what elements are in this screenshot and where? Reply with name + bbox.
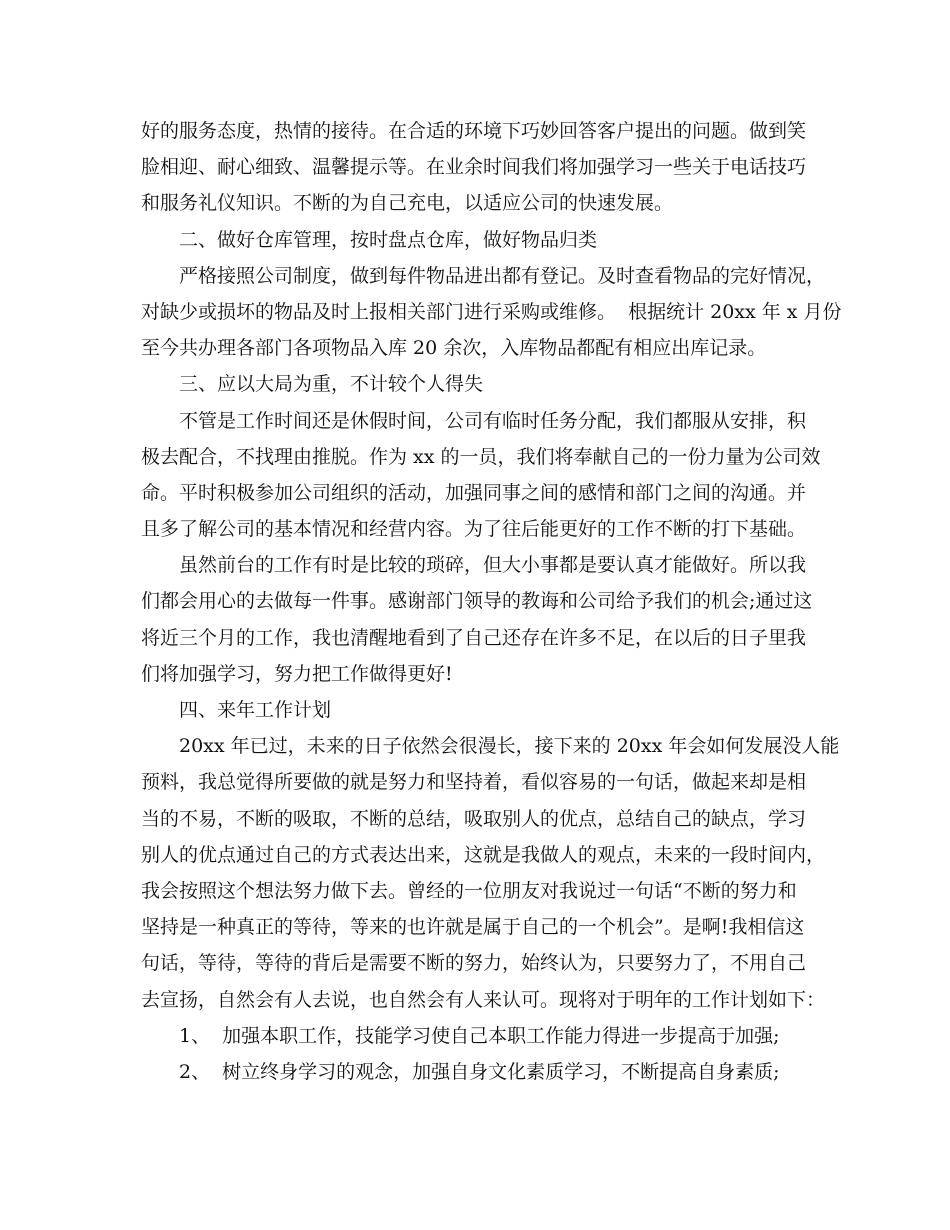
body-text-line: 极去配合，不找理由推脱。作为 xx 的一员，我们将奉献自己的一份力量为公司效: [141, 445, 821, 468]
body-text-line: 20xx 年已过，未来的日子依然会很漫长，接下来的 20xx 年会如何发展没人能: [179, 735, 840, 758]
section-heading-next-year-plan: 四、来年工作计划: [179, 699, 332, 721]
plan-list-item-2: 2、 树立终身学习的观念，加强自身文化素质学习，不断提高自身素质;: [179, 1060, 780, 1083]
body-text-line: 句话，等待，等待的背后是需要不断的努力，始终认为，只要努力了，不用自己: [141, 952, 807, 975]
body-text-line: 当的不易，不断的吸取，不断的总结，吸取别人的优点，总结自己的缺点，学习: [141, 807, 807, 830]
body-text-line: 好的服务态度，热情的接待。在合适的环境下巧妙回答客户提出的问题。做到笑: [141, 120, 807, 142]
body-text-line: 们都会用心的去做每一件事。感谢部门领导的教诲和公司给予我们的机会;通过这: [141, 590, 813, 613]
body-text-line: 严格接照公司制度，做到每件物品进出都有登记。及时查看物品的完好情况，: [179, 264, 826, 287]
body-text-line: 坚持是一种真正的等待，等来的也许就是属于自己的一个机会”。是啊!我相信这: [141, 916, 805, 939]
body-text-line: 去宣扬，自然会有人去说，也自然会有人来认可。现将对于明年的工作计划如下：: [141, 988, 826, 1011]
body-text-line: 将近三个月的工作，我也清醒地看到了自己还存在许多不足，在以后的日子里我: [141, 626, 807, 649]
document-body: [141, 113, 842, 1090]
body-text-line: 且多了解公司的基本情况和经营内容。为了往后能更好的工作不断的打下基础。: [141, 518, 807, 541]
body-text-line: 命。平时积极参加公司组织的活动，加强同事之间的感情和部门之间的沟通。并: [141, 481, 807, 504]
body-text-line: 虽然前台的工作有时是比较的琐碎，但大小事都是要认真才能做好。所以我: [179, 554, 807, 577]
body-text-line: 和服务礼仪知识。不断的为自己充电，以适应公司的快速发展。: [141, 192, 674, 215]
body-text-line: 脸相迎、耐心细致、温馨提示等。在业余时间我们将加强学习一些关于电话技巧: [141, 156, 807, 179]
body-text-line: 别人的优点通过自己的方式表达出来，这就是我做人的观点，未来的一段时间内，: [141, 843, 826, 866]
body-text-line: 至今共办理各部门各项物品入库 20 余次，入库物品都配有相应出库记录。: [141, 337, 767, 360]
section-heading-overall-interest: 三、应以大局为重，不计较个人得失: [179, 373, 484, 396]
body-text-line: 预料，我总觉得所要做的就是努力和坚持着，看似容易的一句话，做起来却是相: [141, 771, 807, 794]
plan-list-item-1: 1、 加强本职工作，技能学习使自己本职工作能力得进一步提高于加强;: [179, 1024, 780, 1047]
section-heading-warehouse: 二、做好仓库管理，按时盘点仓库，做好物品归类: [179, 228, 598, 251]
body-text-line: 不管是工作时间还是休假时间，公司有临时任务分配，我们都服从安排，积: [179, 409, 807, 432]
body-text-line: 我会按照这个想法努力做下去。曾经的一位朋友对我说过一句话“不断的努力和: [141, 879, 797, 902]
body-text-line: 对缺少或损坏的物品及时上报相关部门进行采购或维修。 根据统计 20xx 年 x 月份: [141, 300, 842, 323]
body-text-line: 们将加强学习，努力把工作做得更好!: [141, 662, 453, 685]
